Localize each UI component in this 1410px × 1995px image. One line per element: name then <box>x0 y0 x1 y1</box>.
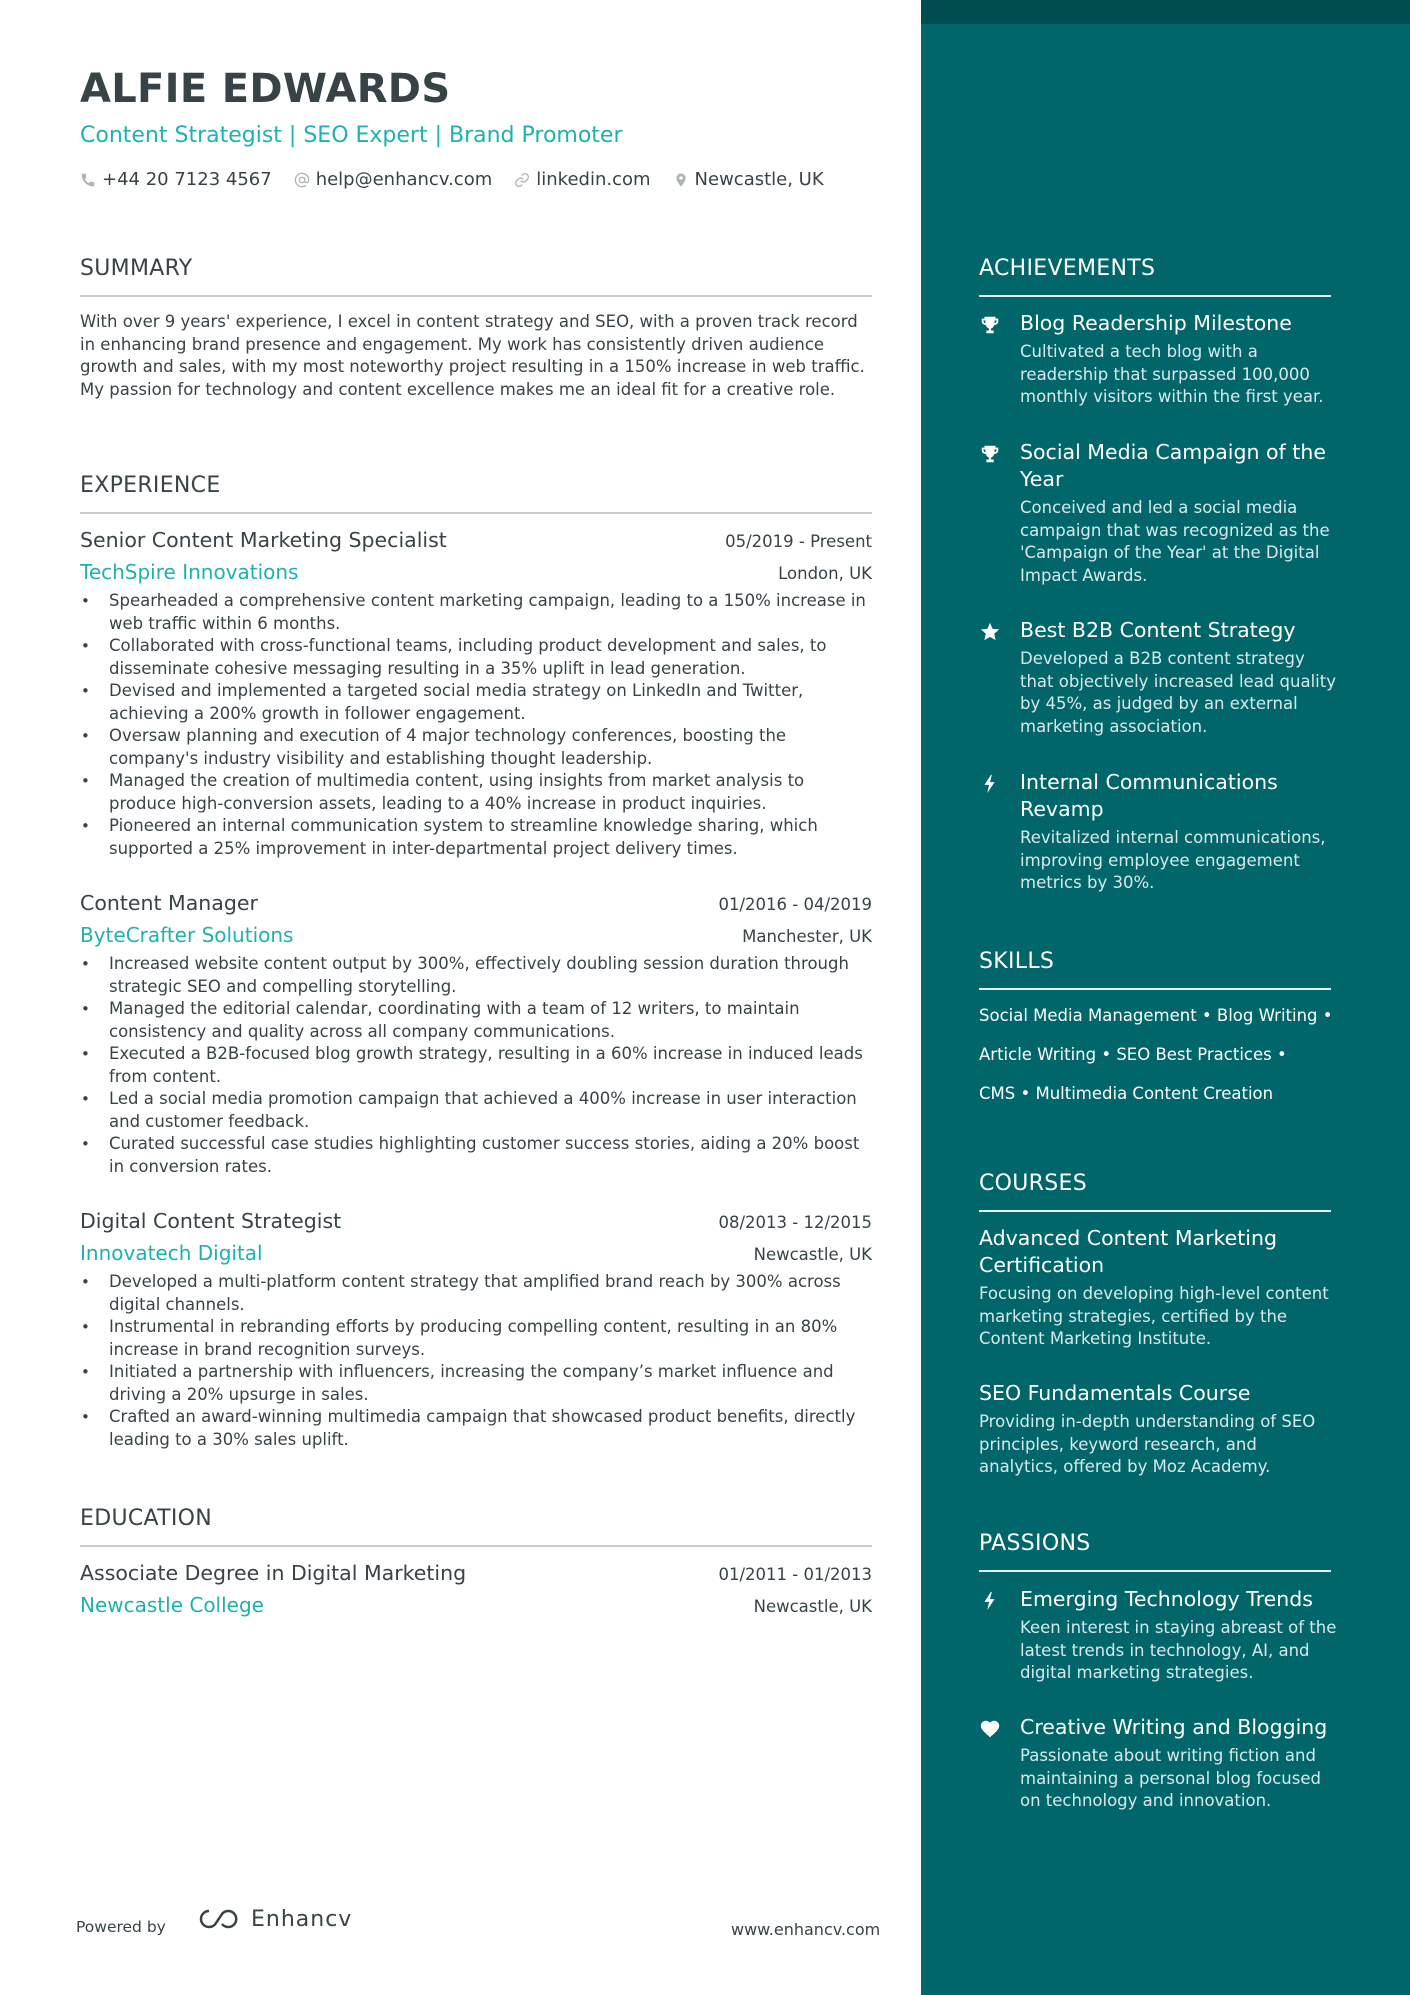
sidebar-top-bar <box>921 0 1410 24</box>
list-item: • Executed a B2B-focused blog growth strategy, resulting in a 60% increase in induced leads from content. <box>80 1043 872 1088</box>
contact-location <box>673 169 824 190</box>
phone-text: +44 20 7123 4567 <box>102 169 272 190</box>
heart-icon <box>979 1718 1001 1740</box>
job-entry-2 <box>80 891 872 1178</box>
list-item: • Managed the editorial calendar, coordinating with a team of 12 writers, to maintain consistency and quality across all company communications. <box>80 998 872 1043</box>
list-item: • Instrumental in rebranding efforts by producing compelling content, resulting in an 80% increase in brand recognition surveys. <box>80 1316 872 1361</box>
link-icon <box>514 172 530 188</box>
list-item: • Crafted an award-winning multimedia campaign that showcased product benefits, directly leading to a 30% sales uplift. <box>80 1406 872 1451</box>
email-text: help@enhancv.com <box>315 169 493 190</box>
achievement-desc: Developed a B2B content strategy that objectively increased lead quality by 45%, as judged by an external marketing association. <box>1020 649 1336 736</box>
achievements-title: ACHIEVEMENTS <box>979 256 1156 281</box>
brand-name: Enhancv <box>251 1906 353 1932</box>
job-company: Innovatech Digital <box>80 1241 263 1265</box>
list-item: • Spearheaded a comprehensive content marketing campaign, leading to a 150% increase in web traffic within 6 months. <box>80 590 872 635</box>
achievement-desc: Revitalized internal communications, improving employee engagement metrics by 30%. <box>1020 828 1326 892</box>
trophy-icon <box>979 443 1001 465</box>
achievement-title: Social Media Campaign of the Year <box>1020 440 1326 491</box>
enhancv-mark-icon <box>195 1906 241 1932</box>
education-entry <box>80 1561 872 1617</box>
list-item: • Increased website content output by 300%, effectively doubling session duration through strategic SEO and compelling storytelling. <box>80 953 872 998</box>
achievement-desc: Cultivated a tech blog with a readership that surpassed 100,000 monthly visitors within the first year. <box>1020 342 1324 406</box>
summary-divider <box>80 295 872 297</box>
skills-divider <box>979 988 1331 990</box>
job-location: Newcastle, UK <box>753 1245 872 1264</box>
website-link[interactable]: www.enhancv.com <box>731 1920 881 1939</box>
passion-item-2 <box>979 1714 1341 1813</box>
contact-email[interactable] <box>294 169 493 190</box>
job-entry-3 <box>80 1209 872 1451</box>
course-item-1 <box>979 1225 1339 1351</box>
passions-title: PASSIONS <box>979 1531 1091 1556</box>
course-title: SEO Fundamentals Course <box>979 1381 1251 1405</box>
candidate-name: ALFIE EDWARDS <box>80 66 451 112</box>
phone-icon <box>80 172 96 188</box>
job-date: 01/2016 - 04/2019 <box>718 895 872 914</box>
star-icon <box>979 621 1001 643</box>
job-company: TechSpire Innovations <box>80 560 299 584</box>
passion-title: Creative Writing and Blogging <box>1020 1715 1328 1739</box>
course-desc: Focusing on developing high-level content marketing strategies, certified by the Content Marketing Institute. <box>979 1284 1329 1348</box>
achievement-desc: Conceived and led a social media campaign that was recognized as the 'Campaign of the Year' at the Digital Impact Awards. <box>1020 498 1330 585</box>
course-desc: Providing in-depth understanding of SEO principles, keyword research, and analytics, offered by Moz Academy. <box>979 1412 1316 1476</box>
skills-line: Social Media Management • Blog Writing • <box>979 1006 1333 1025</box>
school-location: Newcastle, UK <box>753 1597 872 1616</box>
job-bullets <box>80 1271 872 1451</box>
contact-phone[interactable] <box>80 169 272 190</box>
job-location: Manchester, UK <box>742 927 872 946</box>
experience-title: EXPERIENCE <box>80 473 221 498</box>
job-bullets <box>80 953 872 1178</box>
achievement-title: Internal Communications Revamp <box>1020 770 1278 821</box>
job-title: Content Manager <box>80 891 258 915</box>
passion-item-1 <box>979 1586 1341 1685</box>
enhancv-logo[interactable] <box>195 1906 352 1932</box>
list-item: • Devised and implemented a targeted social media strategy on LinkedIn and Twitter, achieving a 200% growth in follower engagement. <box>80 680 872 725</box>
contact-bar <box>80 169 824 190</box>
degree-title: Associate Degree in Digital Marketing <box>80 1561 467 1585</box>
achievements-divider <box>979 295 1331 297</box>
job-title: Senior Content Marketing Specialist <box>80 528 447 552</box>
passion-desc: Passionate about writing fiction and maintaining a personal blog focused on technology and innovation. <box>1020 1746 1321 1810</box>
summary-text: With over 9 years' experience, I excel in content strategy and SEO, with a proven track record in enhancing brand presence and engagement. My work has consistently driven audience growth and sales, with my most noteworthy project resulting in a 150% increase in web traffic. My passion for technology and content excellence makes me an ideal fit for a creative role. <box>80 312 865 399</box>
list-item: • Oversaw planning and execution of 4 major technology conferences, boosting the company's industry visibility and establishing thought leadership. <box>80 725 872 770</box>
location-pin-icon <box>673 172 689 188</box>
trophy-icon <box>979 314 1001 336</box>
achievement-item-3 <box>979 617 1341 738</box>
course-title: Advanced Content Marketing Certification <box>979 1226 1277 1277</box>
courses-title: COURSES <box>979 1171 1087 1196</box>
passion-title: Emerging Technology Trends <box>1020 1587 1313 1611</box>
list-item: • Curated successful case studies highlighting customer success stories, aiding a 20% boost in conversion rates. <box>80 1133 872 1178</box>
skills-title: SKILLS <box>979 949 1055 974</box>
candidate-subtitle: Content Strategist | SEO Expert | Brand Promoter <box>80 123 623 148</box>
list-item: • Developed a multi-platform content strategy that amplified brand reach by 300% across digital channels. <box>80 1271 872 1316</box>
school-name: Newcastle College <box>80 1593 264 1617</box>
linkedin-text: linkedin.com <box>536 169 651 190</box>
achievement-title: Best B2B Content Strategy <box>1020 618 1296 642</box>
summary-title: SUMMARY <box>80 256 193 281</box>
job-date: 05/2019 - Present <box>725 532 872 551</box>
course-item-2 <box>979 1380 1339 1479</box>
job-date: 08/2013 - 12/2015 <box>718 1213 872 1232</box>
job-location: London, UK <box>778 564 872 583</box>
passion-desc: Keen interest in staying abreast of the latest trends in technology, AI, and digital marketing strategies. <box>1020 1618 1337 1682</box>
list-item: • Pioneered an internal communication system to streamline knowledge sharing, which supported a 25% improvement in inter-departmental project delivery times. <box>80 815 872 860</box>
list-item: • Managed the creation of multimedia content, using insights from market analysis to produce high-conversion assets, leading to a 40% increase in product inquiries. <box>80 770 872 815</box>
lightning-icon <box>979 773 1001 795</box>
achievement-title: Blog Readership Milestone <box>1020 311 1292 335</box>
location-text: Newcastle, UK <box>694 169 824 190</box>
courses-divider <box>979 1210 1331 1212</box>
achievement-item-2 <box>979 439 1341 587</box>
job-bullets <box>80 590 872 860</box>
skills-list <box>979 996 1339 1113</box>
job-title: Digital Content Strategist <box>80 1209 342 1233</box>
at-icon <box>294 172 310 188</box>
experience-divider <box>80 512 872 514</box>
lightning-icon <box>979 1590 1001 1612</box>
list-item: • Collaborated with cross-functional teams, including product development and sales, to disseminate cohesive messaging resulting in a 35% uplift in lead generation. <box>80 635 872 680</box>
achievement-item-4 <box>979 769 1341 895</box>
education-date: 01/2011 - 01/2013 <box>718 1565 872 1584</box>
skills-line: CMS • Multimedia Content Creation <box>979 1084 1274 1103</box>
job-entry-1 <box>80 528 872 860</box>
education-divider <box>80 1545 872 1547</box>
achievement-item-1 <box>979 310 1341 409</box>
job-company: ByteCrafter Solutions <box>80 923 294 947</box>
passions-divider <box>979 1570 1331 1572</box>
education-title: EDUCATION <box>80 1506 213 1531</box>
skills-line: Article Writing • SEO Best Practices • <box>979 1045 1287 1064</box>
contact-linkedin[interactable] <box>514 169 650 190</box>
powered-by-label: Powered by <box>76 1918 166 1936</box>
list-item: • Led a social media promotion campaign that achieved a 400% increase in user interaction and customer feedback. <box>80 1088 872 1133</box>
list-item: • Initiated a partnership with influencers, increasing the company’s market influence and driving a 20% upsurge in sales. <box>80 1361 872 1406</box>
